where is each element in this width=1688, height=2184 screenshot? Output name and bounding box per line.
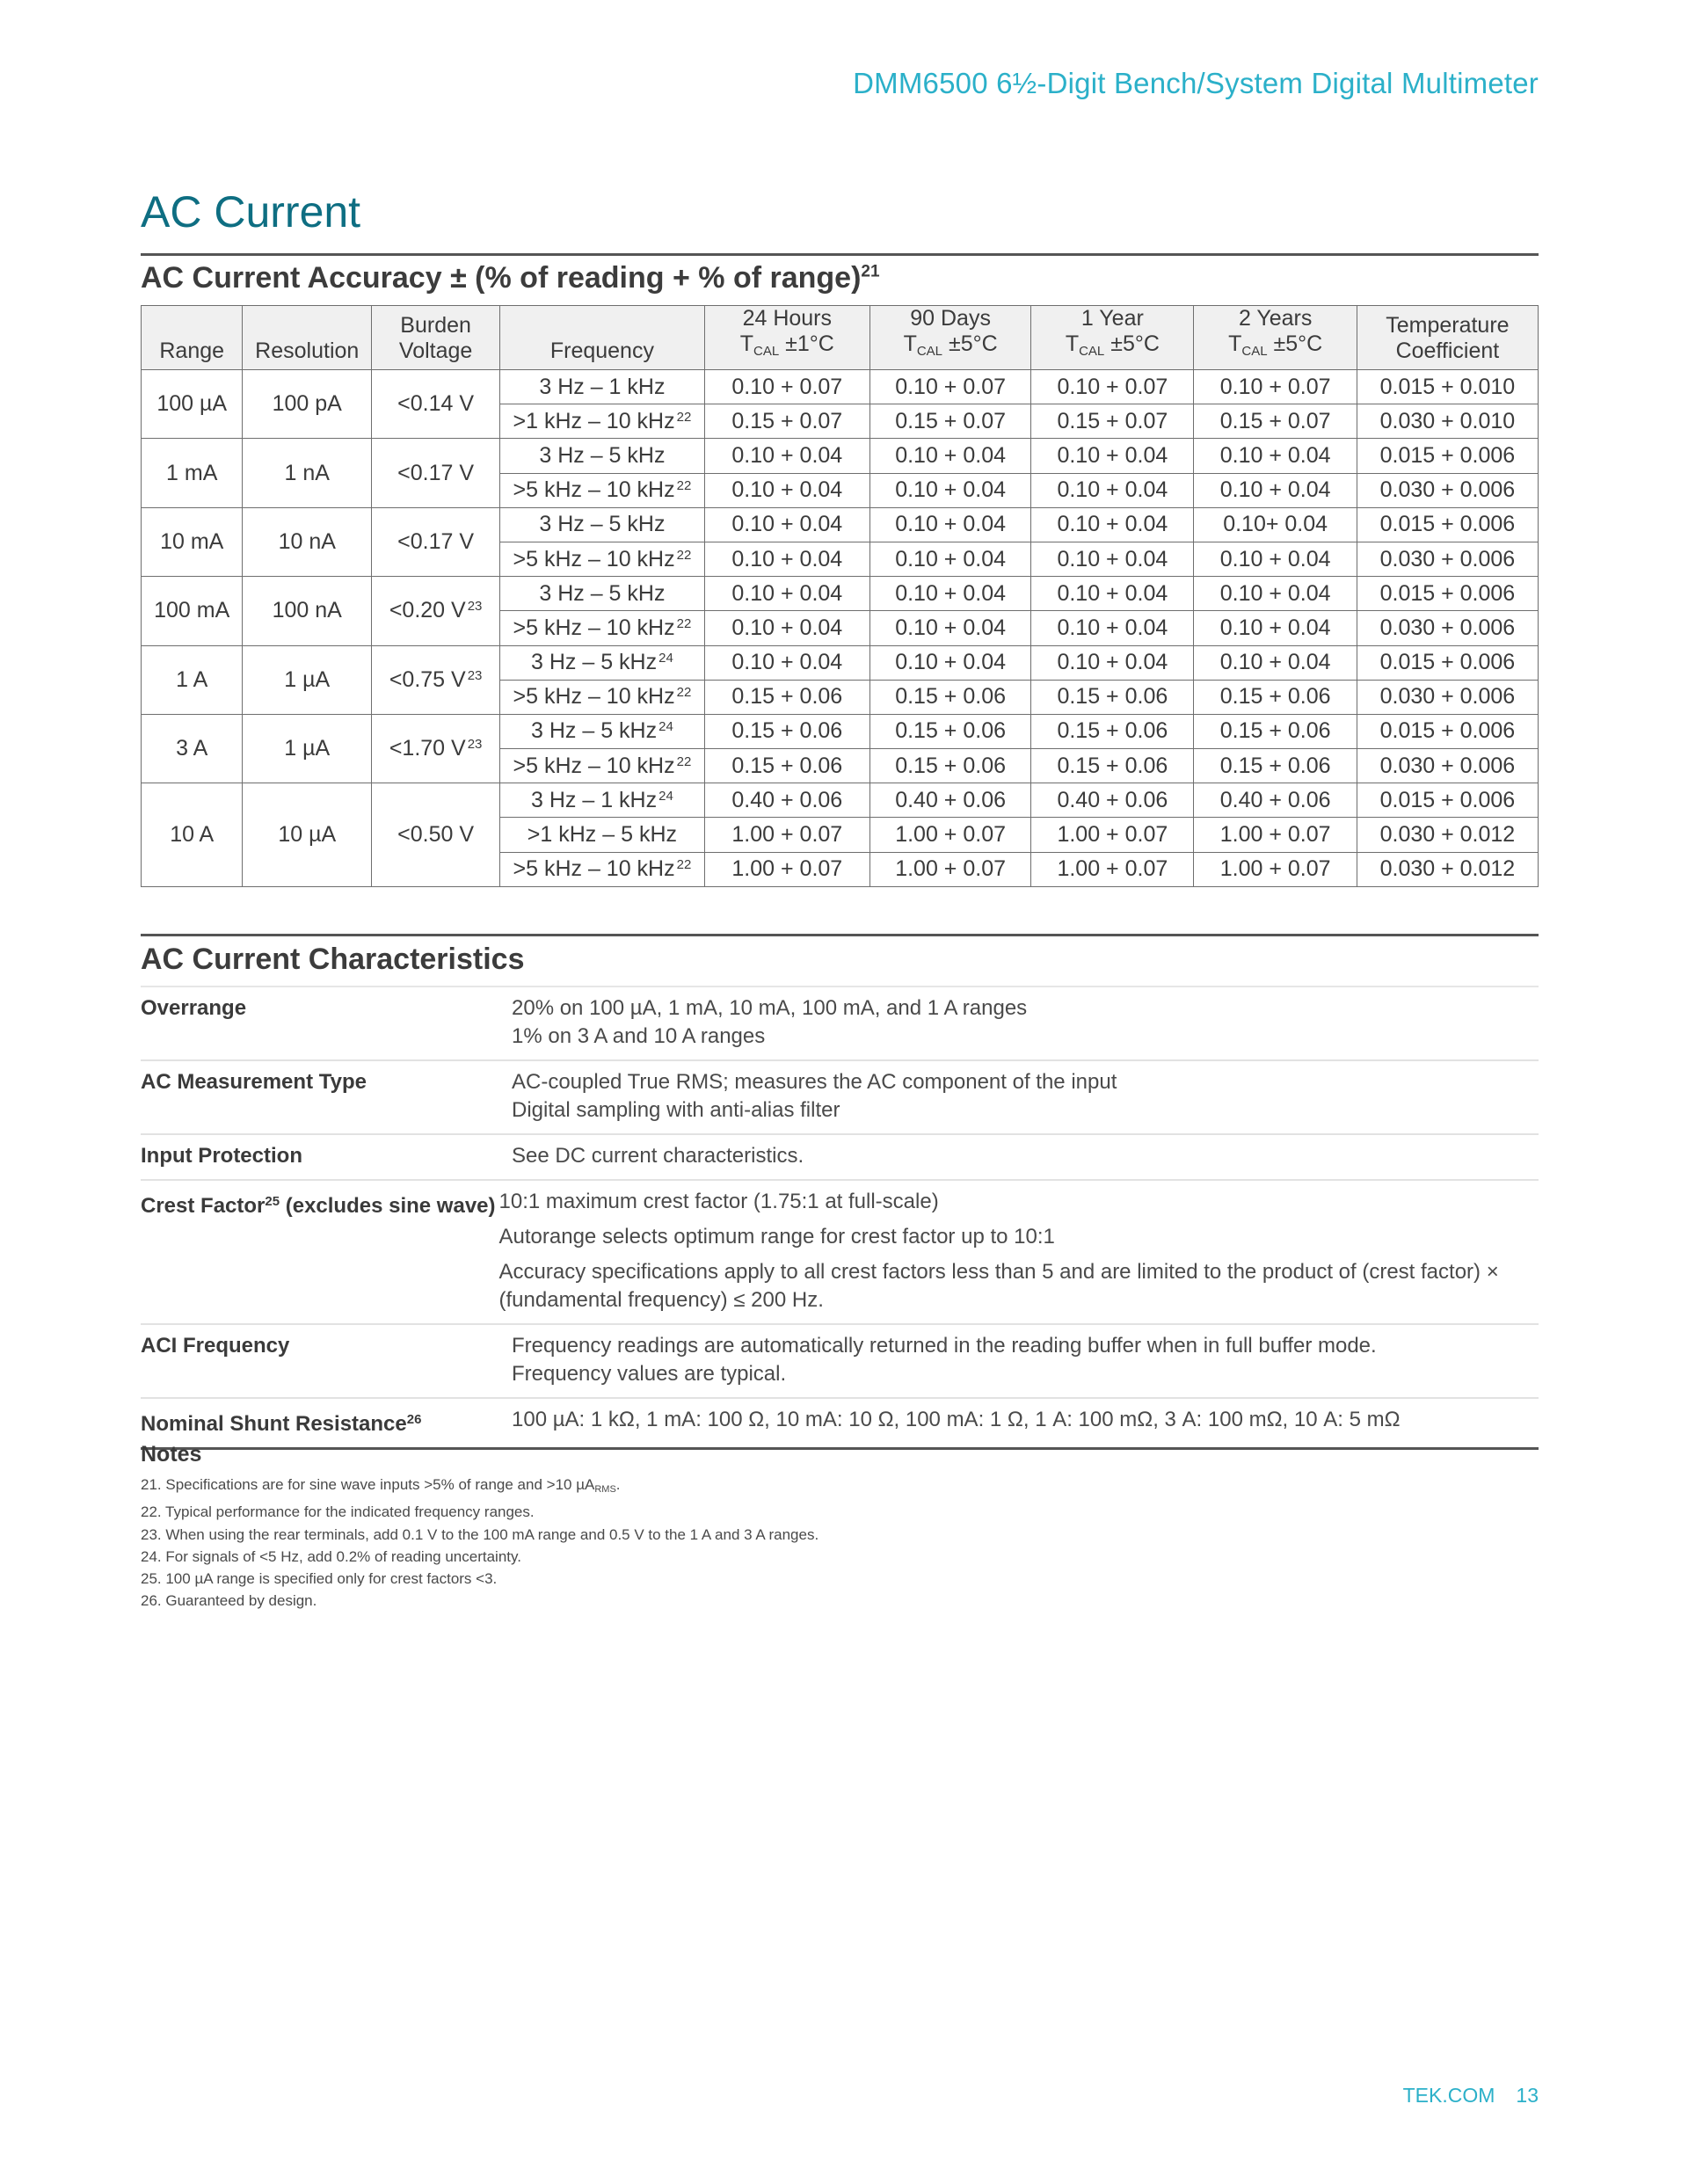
cell-24-hours: 0.10 + 0.04	[704, 611, 869, 645]
cell-1-year: 0.15 + 0.06	[1031, 680, 1194, 714]
cell-temperature-coefficient: 0.015 + 0.006	[1357, 783, 1538, 818]
cell-90-days: 0.10 + 0.04	[869, 611, 1030, 645]
cell-24-hours: 0.10 + 0.04	[704, 507, 869, 542]
cell-1-year: 1.00 + 0.07	[1031, 818, 1194, 852]
characteristic-row	[141, 1323, 1539, 1397]
cell-1-year: 0.10 + 0.07	[1031, 370, 1194, 404]
cell-24-hours: 0.10 + 0.07	[704, 370, 869, 404]
cell-90-days: 0.15 + 0.07	[869, 404, 1030, 439]
cell-frequency: 3 Hz – 5 kHz $^{24}$	[500, 714, 704, 748]
cell-range: 3 A	[142, 714, 243, 783]
cell-90-days: 0.10 + 0.04	[869, 473, 1030, 507]
note-item: 25. 100 µA range is specified only for crest factors <3.	[141, 1570, 498, 1588]
cell-2-years: 0.15 + 0.07	[1194, 404, 1357, 439]
col-header-temperature-coefficient: Temperature Coefficient	[1357, 306, 1538, 370]
cell-burden-voltage: <0.17 V	[372, 507, 500, 576]
cell-2-years: 0.10+ 0.04	[1194, 507, 1357, 542]
cell-temperature-coefficient: 0.030 + 0.010	[1357, 404, 1538, 439]
cell-2-years: 0.10 + 0.04	[1194, 542, 1357, 576]
characteristics-end-rule	[141, 1447, 1539, 1450]
cell-temperature-coefficient: 0.030 + 0.012	[1357, 818, 1538, 852]
cell-90-days: 0.10 + 0.04	[869, 645, 1030, 680]
characteristic-value: 10:1 maximum crest factor (1.75:1 at full-scale) Autorange selects optimum range for crest factor up to 10:1 Accuracy specifications apply to all crest factors less than 5 and are limited to the product of (crest factor) × (fundamental frequency) ≤ 200 Hz.	[498, 1190, 1499, 1312]
cell-90-days: 0.10 + 0.07	[869, 370, 1030, 404]
cell-2-years: 0.40 + 0.06	[1194, 783, 1357, 818]
cell-90-days: 0.15 + 0.06	[869, 680, 1030, 714]
cell-frequency: 3 Hz – 1 kHz $^{24}$	[500, 783, 704, 818]
cell-24-hours: 0.15 + 0.06	[704, 749, 869, 783]
characteristic-value: AC-coupled True RMS; measures the AC component of the input Digital sampling with anti-alias filter	[512, 1070, 1117, 1122]
cell-2-years: 0.10 + 0.04	[1194, 577, 1357, 611]
cell-24-hours: 0.15 + 0.06	[704, 680, 869, 714]
cell-2-years: 0.10 + 0.04	[1194, 439, 1357, 473]
characteristic-label: AC Measurement Type	[141, 1070, 367, 1094]
table-row	[142, 577, 1539, 611]
cell-resolution: 10 µA	[243, 783, 372, 887]
cell-frequency: >5 kHz – 10 kHz $^{22}$	[500, 680, 704, 714]
table-row	[142, 714, 1539, 748]
cell-burden-voltage: <0.75 V $^{23}$	[372, 645, 500, 714]
cell-24-hours: 0.15 + 0.07	[704, 404, 869, 439]
note-item: 22. Typical performance for the indicated frequency ranges.	[141, 1503, 535, 1521]
cell-frequency: 3 Hz – 5 kHz $^{24}$	[500, 645, 704, 680]
cell-1-year: 0.15 + 0.06	[1031, 749, 1194, 783]
cell-temperature-coefficient: 0.015 + 0.006	[1357, 645, 1538, 680]
note-item: 23. When using the rear terminals, add 0.1 V to the 100 mA range and 0.5 V to the 1 A and 3 A ranges.	[141, 1525, 819, 1543]
cell-24-hours: 0.40 + 0.06	[704, 783, 869, 818]
cell-frequency: >5 kHz – 10 kHz $^{22}$	[500, 542, 704, 576]
footnote-ref: 22	[676, 753, 692, 769]
col-header-range: Range	[142, 306, 243, 370]
cell-24-hours: 0.10 + 0.04	[704, 473, 869, 507]
footnote-ref: 23	[467, 667, 483, 683]
col-header-1-year: 1 Year $T_{CAL} \pm 5^\circ C$	[1031, 306, 1194, 370]
characteristic-value: 100 µA: 1 kΩ, 1 mA: 100 Ω, 10 mA: 10 Ω, 100 mA: 1 Ω, 1 A: 100 mΩ, 3 A: 100 mΩ, 10 A: 5 mΩ	[512, 1408, 1401, 1431]
footnote-ref: 22	[676, 615, 692, 631]
characteristic-row	[141, 986, 1539, 1059]
cell-frequency: 3 Hz – 5 kHz	[500, 577, 704, 611]
cell-frequency: >5 kHz – 10 kHz $^{22}$	[500, 852, 704, 886]
characteristics-list	[141, 986, 1539, 1450]
cell-1-year: 0.40 + 0.06	[1031, 783, 1194, 818]
cell-range: 10 A	[142, 783, 243, 887]
col-header-burden-voltage: Burden Voltage	[372, 306, 500, 370]
cell-2-years: 0.10 + 0.04	[1194, 473, 1357, 507]
cell-frequency: >1 kHz – 5 kHz	[500, 818, 704, 852]
characteristics-divider	[141, 934, 1539, 936]
cell-temperature-coefficient: 0.030 + 0.006	[1357, 680, 1538, 714]
running-header-title: DMM6500 6½-Digit Bench/System Digital Multimeter	[853, 67, 1539, 99]
footnote-ref: 22	[676, 478, 692, 494]
cell-temperature-coefficient: 0.015 + 0.006	[1357, 507, 1538, 542]
table-row	[142, 370, 1539, 404]
cell-90-days: 0.40 + 0.06	[869, 783, 1030, 818]
footnote-ref: 26	[406, 1412, 422, 1427]
characteristic-label: Nominal Shunt Resistance$^{26}$	[141, 1412, 422, 1436]
cell-burden-voltage: <0.50 V	[372, 783, 500, 887]
section-title: AC Current	[141, 187, 361, 237]
col-header-frequency: Frequency	[500, 306, 704, 370]
cell-burden-voltage: <0.14 V	[372, 370, 500, 439]
cell-frequency: >5 kHz – 10 kHz $^{22}$	[500, 749, 704, 783]
cell-temperature-coefficient: 0.030 + 0.006	[1357, 749, 1538, 783]
accuracy-table-title	[141, 261, 880, 295]
col-header-24-hours: 24 Hours $T_{CAL} \pm 1^\circ C$	[704, 306, 869, 370]
characteristic-label: Input Protection	[141, 1144, 302, 1168]
cell-resolution: 100 nA	[243, 577, 372, 645]
cell-90-days: 0.15 + 0.06	[869, 749, 1030, 783]
cell-90-days: 0.10 + 0.04	[869, 542, 1030, 576]
cell-1-year: 0.10 + 0.04	[1031, 542, 1194, 576]
cell-1-year: 0.15 + 0.07	[1031, 404, 1194, 439]
note-item: 26. Guaranteed by design.	[141, 1592, 317, 1610]
cell-90-days: 1.00 + 0.07	[869, 852, 1030, 886]
cell-burden-voltage: <1.70 V $^{23}$	[372, 714, 500, 783]
cell-range: 1 A	[142, 645, 243, 714]
characteristic-label: Crest Factor$^{25}$ (excludes sine wave)	[141, 1194, 496, 1218]
table-header-row	[142, 306, 1539, 370]
cell-24-hours: 0.15 + 0.06	[704, 714, 869, 748]
cell-burden-voltage: <0.17 V	[372, 439, 500, 507]
footnote-ref: 23	[467, 599, 483, 615]
cell-1-year: 0.15 + 0.06	[1031, 714, 1194, 748]
cell-range: 100 µA	[142, 370, 243, 439]
cell-temperature-coefficient: 0.030 + 0.012	[1357, 852, 1538, 886]
characteristic-row	[141, 1179, 1539, 1323]
cell-1-year: 0.10 + 0.04	[1031, 473, 1194, 507]
cell-resolution: 1 nA	[243, 439, 372, 507]
cell-2-years: 0.15 + 0.06	[1194, 680, 1357, 714]
cell-24-hours: 1.00 + 0.07	[704, 852, 869, 886]
characteristic-value: 20% on 100 µA, 1 mA, 10 mA, 100 mA, and 1 A ranges 1% on 3 A and 10 A ranges	[512, 996, 1028, 1048]
cell-24-hours: 0.10 + 0.04	[704, 645, 869, 680]
cell-temperature-coefficient: 0.015 + 0.006	[1357, 439, 1538, 473]
cell-1-year: 0.10 + 0.04	[1031, 577, 1194, 611]
cell-90-days: 0.10 + 0.04	[869, 439, 1030, 473]
footnote-ref: 24	[658, 651, 673, 666]
cell-temperature-coefficient: 0.030 + 0.006	[1357, 542, 1538, 576]
cell-2-years: 0.15 + 0.06	[1194, 749, 1357, 783]
cell-range: 1 mA	[142, 439, 243, 507]
cell-frequency: 3 Hz – 1 kHz	[500, 370, 704, 404]
cell-frequency: 3 Hz – 5 kHz	[500, 439, 704, 473]
notes-list	[141, 1474, 819, 1613]
cell-temperature-coefficient: 0.015 + 0.006	[1357, 714, 1538, 748]
characteristic-value: See DC current characteristics.	[512, 1144, 804, 1168]
cell-24-hours: 1.00 + 0.07	[704, 818, 869, 852]
cell-frequency: 3 Hz – 5 kHz	[500, 507, 704, 542]
footnote-ref: 24	[658, 719, 673, 735]
cell-frequency: >5 kHz – 10 kHz $^{22}$	[500, 473, 704, 507]
footnote-ref: 22	[676, 409, 692, 425]
page-number: 13	[1516, 2084, 1539, 2107]
cell-1-year: 0.10 + 0.04	[1031, 439, 1194, 473]
table-row	[142, 783, 1539, 818]
cell-frequency: >1 kHz – 10 kHz $^{22}$	[500, 404, 704, 439]
cell-2-years: 0.10 + 0.04	[1194, 645, 1357, 680]
cell-range: 10 mA	[142, 507, 243, 576]
section-divider	[141, 253, 1539, 256]
cell-90-days: 0.10 + 0.04	[869, 577, 1030, 611]
cell-frequency: >5 kHz – 10 kHz $^{22}$	[500, 611, 704, 645]
characteristic-label: ACI Frequency	[141, 1334, 290, 1358]
cell-90-days: 0.10 + 0.04	[869, 507, 1030, 542]
cell-1-year: 1.00 + 0.07	[1031, 852, 1194, 886]
cell-2-years: 1.00 + 0.07	[1194, 852, 1357, 886]
cell-temperature-coefficient: 0.030 + 0.006	[1357, 473, 1538, 507]
table-row	[142, 645, 1539, 680]
cell-90-days: 0.15 + 0.06	[869, 714, 1030, 748]
footnote-ref: 22	[676, 685, 692, 701]
cell-temperature-coefficient: 0.015 + 0.006	[1357, 577, 1538, 611]
cell-2-years: 0.10 + 0.07	[1194, 370, 1357, 404]
notes-title: Notes	[141, 1442, 202, 1467]
table-row	[142, 507, 1539, 542]
cell-90-days: 1.00 + 0.07	[869, 818, 1030, 852]
col-header-resolution: Resolution	[243, 306, 372, 370]
cell-24-hours: 0.10 + 0.04	[704, 542, 869, 576]
cell-temperature-coefficient: 0.030 + 0.006	[1357, 611, 1538, 645]
cell-resolution: 100 pA	[243, 370, 372, 439]
cell-1-year: 0.10 + 0.04	[1031, 507, 1194, 542]
characteristic-row	[141, 1133, 1539, 1179]
cell-1-year: 0.10 + 0.04	[1031, 611, 1194, 645]
cell-2-years: 0.15 + 0.06	[1194, 714, 1357, 748]
characteristic-row	[141, 1059, 1539, 1133]
footer-site-link[interactable]: TEK.COM	[1402, 2084, 1495, 2107]
note-item: 21. Specifications are for sine wave inputs >5% of range and >10 µARMS.	[141, 1476, 621, 1495]
cell-resolution: 10 nA	[243, 507, 372, 576]
characteristic-label: Overrange	[141, 996, 247, 1020]
page-footer	[1403, 2084, 1539, 2108]
cell-24-hours: 0.10 + 0.04	[704, 439, 869, 473]
ac-current-accuracy-table	[141, 305, 1539, 887]
footnote-ref: 22	[676, 857, 692, 873]
footnote-ref: 22	[676, 547, 692, 563]
cell-resolution: 1 µA	[243, 645, 372, 714]
cell-temperature-coefficient: 0.015 + 0.010	[1357, 370, 1538, 404]
col-header-2-years: 2 Years $T_{CAL} \pm 5^\circ C$	[1194, 306, 1357, 370]
footnote-ref: 25	[265, 1194, 280, 1209]
characteristic-value: Frequency readings are automatically returned in the reading buffer when in full buffer mode. Frequency values are typical.	[512, 1334, 1377, 1386]
cell-24-hours: 0.10 + 0.04	[704, 577, 869, 611]
accuracy-table-title-text: AC Current Accuracy ± (% of reading + % of range)	[141, 261, 862, 295]
cell-2-years: 0.10 + 0.04	[1194, 611, 1357, 645]
characteristic-row	[141, 1397, 1539, 1447]
note-item: 24. For signals of <5 Hz, add 0.2% of reading uncertainty.	[141, 1547, 521, 1565]
footnote-ref: 21	[861, 262, 880, 281]
characteristics-title: AC Current Characteristics	[141, 943, 525, 976]
table-row	[142, 439, 1539, 473]
footnote-ref: 24	[658, 788, 673, 804]
cell-burden-voltage: <0.20 V $^{23}$	[372, 577, 500, 645]
footnote-ref: 23	[467, 737, 483, 753]
cell-resolution: 1 µA	[243, 714, 372, 783]
cell-1-year: 0.10 + 0.04	[1031, 645, 1194, 680]
cell-2-years: 1.00 + 0.07	[1194, 818, 1357, 852]
cell-range: 100 mA	[142, 577, 243, 645]
col-header-90-days: 90 Days $T_{CAL} \pm 5^\circ C$	[869, 306, 1030, 370]
